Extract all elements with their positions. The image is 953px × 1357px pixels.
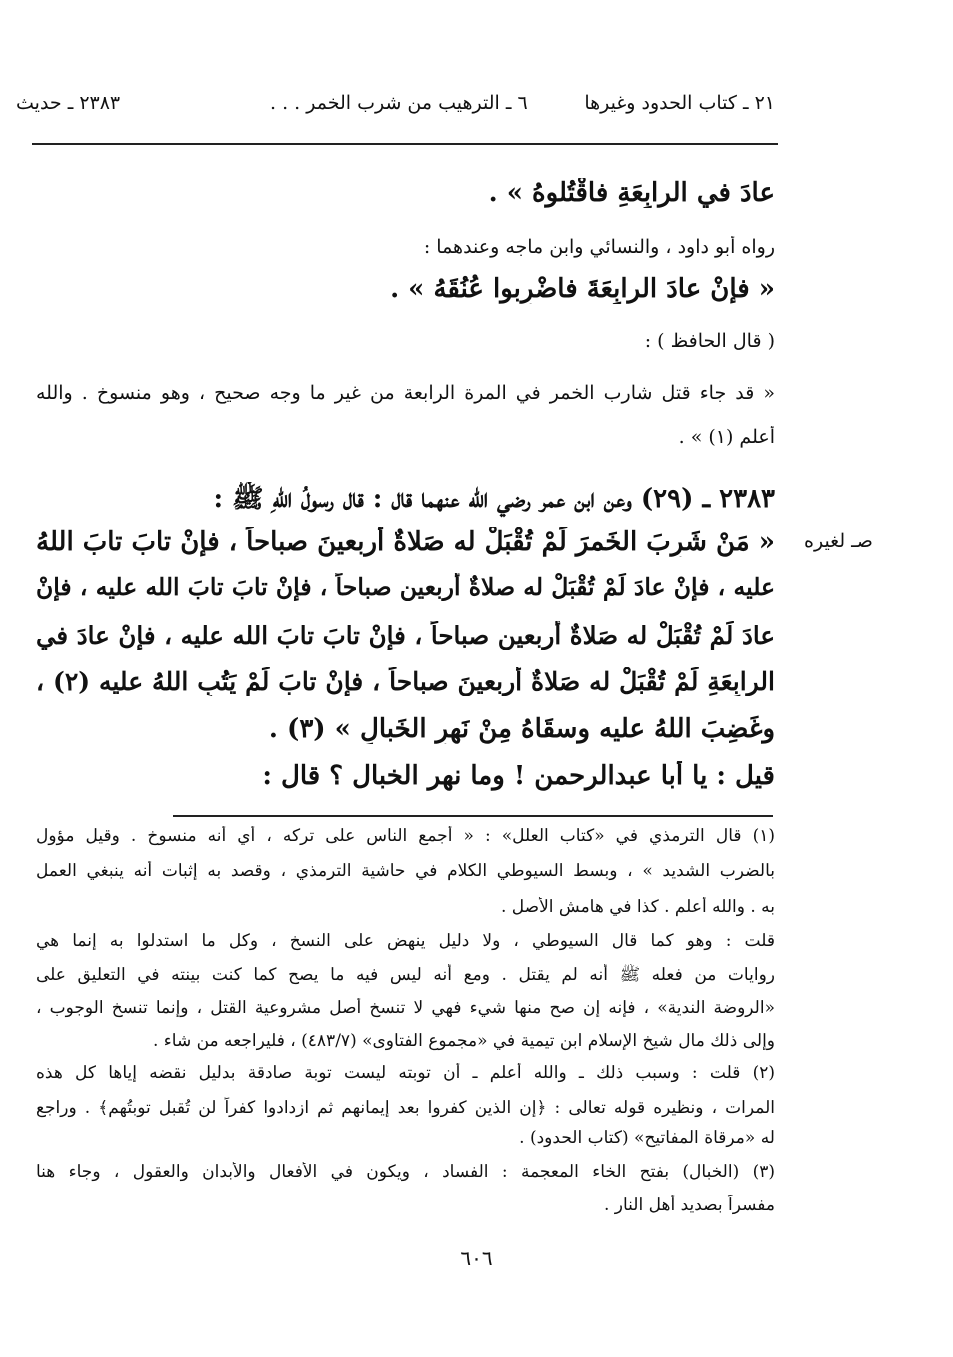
header-section: ٦ ـ الترهيب من شرب الخمر . . . xyxy=(270,92,528,114)
footnote-line-11: (٣) (الخبال) بفتح الخاء المعجمة : الفساد ، ويكون في الأفعال والأبدان والعقول ، وجاء هنا xyxy=(36,1162,775,1182)
footnote-line-12: مفسراً بصديد أهل النار . xyxy=(603,1195,775,1215)
footnote-line-1: (١) قال الترمذي في «كتاب العلل» : « أجمع الناس على تركه ، أي أنه منسوخ . وقيل مؤول xyxy=(36,826,775,846)
text-line-4: ( قال الحافظ ) : xyxy=(644,330,775,352)
hadith-text-line-1: « مَنْ شَرِبَ الخَمرَ لَمْ تُقْبَلْ له صَلاةٌ أربعينَ صباحاً ، فإنْ تابَ تابَ اللهُ xyxy=(36,527,775,557)
hadith-text-line-2: عليه ، فإنْ عادَ لَمْ تُقْبَلْ له صلاةٌ أربعين صباحاً ، فإنْ تابَ تابَ الله عليه ، فإنْ xyxy=(36,573,775,601)
footnote-divider xyxy=(173,815,773,817)
hadith-text-line-5: وغَضِبَ اللهُ عليه وسقَاهُ مِنْ نَهرِ الخَبالِ » (٣) . xyxy=(268,714,775,744)
text-line-6: أعلم (١) » . xyxy=(678,426,775,448)
footnote-line-7: وإلى ذلك مال شيخ الإسلام ابن تيمية في «مجموع الفتاوى» (٤٨٣/٧) ، فليراجعه من شاء . xyxy=(152,1031,775,1051)
footnote-line-3: به . والله أعلم . كذا في هامش الأصل . xyxy=(500,897,775,917)
footnote-line-2: بالضرب الشديد » ، وبسط السيوطي الكلام في حاشية الترمذي ، وقصد به إثبات أنه ينبغي العمل xyxy=(36,861,775,881)
footnote-line-8: (٢) قلت : وسبب ذلك ـ والله أعلم ـ أن توبته ليست توبة صادقة بدليل نقضه إياها كل هذه xyxy=(36,1063,775,1083)
header-hadith-range: ٢٣٨٣ ـ حديث xyxy=(16,92,121,114)
footnote-line-6: «الروضة الندية» ، فإنه إن صح منها شيء فهي لا تنسخ أصل مشروعية القتل ، وإنما تنسخ الوجوب ، xyxy=(36,998,775,1018)
hadith-number-line: ٢٣٨٣ ـ (٢٩) وعن ابن عمر رضي الله عنهما قال : قال رسولُ اللهِ ﷺ : xyxy=(213,484,775,514)
text-line-3: « فإنْ عادَ الرابِعَةَ فاضْرِبوا عُنُقَهُ » . xyxy=(390,274,775,304)
header-chapter: ٢١ ـ كتاب الحدود وغيرها xyxy=(584,92,775,114)
header-divider xyxy=(32,143,778,145)
footnote-line-9: المرات ، ونظيره قوله تعالى : ﴿إن الذين كفروا بعد إيمانهم ثم ازدادوا كفراً لن تُقبل توبتُهم﴾ . وراجع xyxy=(36,1098,775,1118)
hadith-text-line-4: الرابِعَةِ لَمْ تُقْبَلْ له صَلاةٌ أربعينَ صباحاً ، فإنْ تابَ لَمْ يَتُبِ اللهُ عليه (٢) ، xyxy=(36,667,775,696)
text-line-1: عادَ في الرابِعَةِ فاقْتُلوهُ » . xyxy=(488,178,775,208)
hadith-text-line-3: عادَ لَمْ تُقْبَلْ له صَلاةٌ أربعين صباحاً ، فإنْ تابَ تابَ الله عليه ، فإنْ عادَ في xyxy=(36,621,775,650)
text-line-2: رواه أبو داود ، والنسائي وابن ماجه وعندهما : xyxy=(423,236,775,258)
hadith-text-line-6: قيل : يا أبا عبدالرحمن ! وما نهر الخبال ؟ قال : xyxy=(262,761,775,791)
footnote-line-4: قلت : وهو كما قال السيوطي ، ولا دليل ينهض على النسخ ، وكل ما استدلوا به إنما هي xyxy=(36,931,775,951)
footnote-line-5: روايات من فعله ﷺ أنه لم يقتل . ومع أنه ليس فيه ما يصح كما كنت بينته في التعليق على xyxy=(36,965,775,985)
hadith-grade: صـ لغيره xyxy=(804,530,873,552)
text-line-5: « قد جاء قتل شارب الخمر في المرة الرابعة من غير ما وجه صحيح ، وهو منسوخ . والله xyxy=(36,382,775,404)
page-number: ٦٠٦ xyxy=(460,1246,493,1270)
footnote-line-10: له «مرقاة المفاتيح» (كتاب الحدود) . xyxy=(519,1128,775,1148)
